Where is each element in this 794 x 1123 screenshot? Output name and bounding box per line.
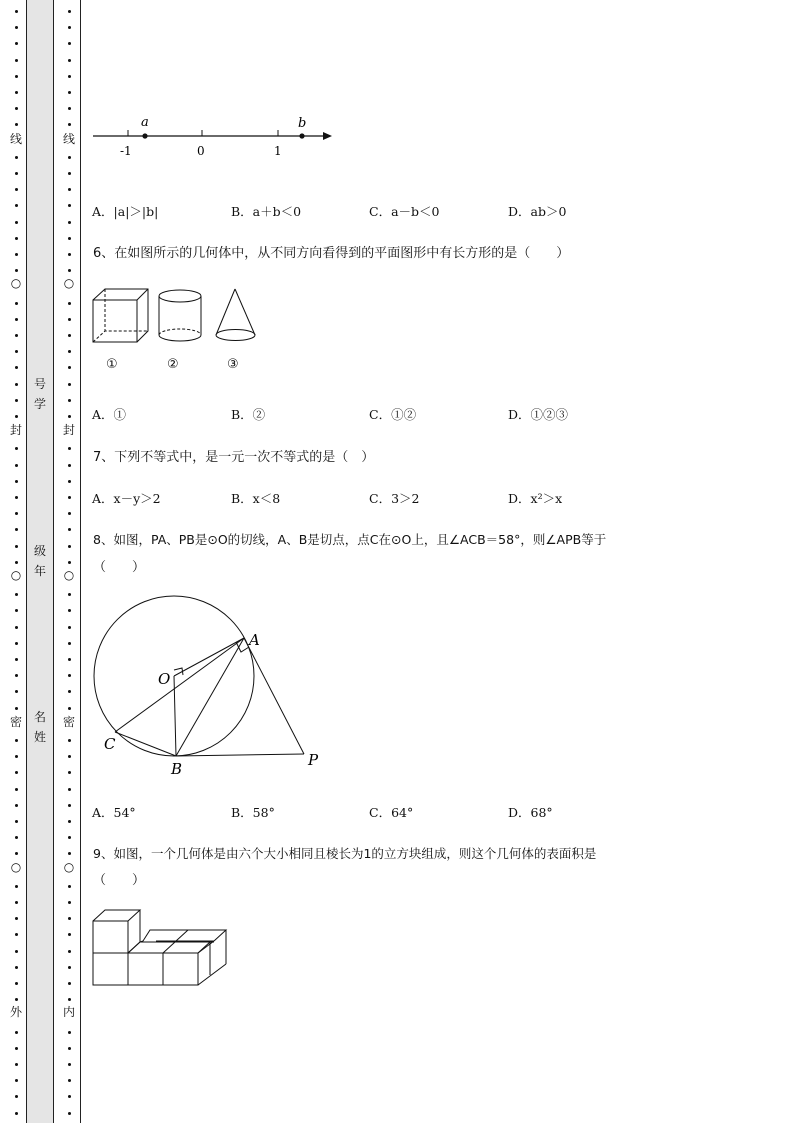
binding-dot: [68, 950, 71, 953]
label-b: b: [298, 116, 307, 131]
binding-dot: [68, 739, 71, 742]
binding-dot: [15, 788, 18, 791]
binding-dot: [15, 690, 18, 693]
outer-circle-mark-3: ○: [10, 860, 22, 874]
field-name-char-1: 名: [33, 710, 46, 724]
binding-dot: [68, 253, 71, 256]
binding-dot: [15, 917, 18, 920]
binding-dot: [68, 172, 71, 175]
binding-dot: [68, 852, 71, 855]
binding-dot: [15, 852, 18, 855]
binding-dot: [15, 447, 18, 450]
inner-dotted-line: [64, 0, 74, 1123]
binding-dot: [15, 366, 18, 369]
binding-dot: [68, 269, 71, 272]
binding-dot: [15, 1079, 18, 1082]
outer-mark-wai: 外: [9, 1005, 22, 1019]
binding-dot: [15, 771, 18, 774]
label-a: a: [141, 115, 149, 130]
point-a: [142, 133, 147, 138]
q6-figure-label-1: ①: [106, 357, 118, 372]
point-label-o: O: [158, 670, 171, 688]
binding-dot: [15, 998, 18, 1001]
binding-dot: [15, 415, 18, 418]
binding-dot: [68, 528, 71, 531]
tick-label-1: 1: [274, 144, 282, 158]
binding-dot: [15, 237, 18, 240]
tangent-pa: [244, 638, 304, 754]
q8-option-b: B．58°: [231, 805, 275, 820]
binding-dot: [15, 545, 18, 548]
binding-dot: [68, 156, 71, 159]
binding-dot: [68, 447, 71, 450]
q7-option-c: C．3＞2: [369, 491, 420, 506]
binding-dot: [15, 221, 18, 224]
binding-dot: [15, 464, 18, 467]
binding-dot: [68, 642, 71, 645]
outer-circle-mark-2: ○: [10, 568, 22, 582]
point-label-b: B: [171, 760, 183, 778]
q8-circle-tangent-figure: [90, 590, 330, 778]
point-label-a: A: [249, 631, 260, 649]
binding-dot: [68, 107, 71, 110]
field-name-char-2: 姓: [33, 730, 46, 744]
q7-text: 7、下列不等式中，是一元一次不等式的是（ ）: [93, 450, 375, 465]
q7-option-d: D．x²＞x: [508, 491, 563, 506]
binding-dot: [68, 545, 71, 548]
binding-dot: [68, 966, 71, 969]
binding-dot: [68, 933, 71, 936]
binding-dot: [15, 334, 18, 337]
binding-dot: [15, 383, 18, 386]
inner-circle-mark-1: ○: [63, 276, 75, 290]
binding-dot: [15, 302, 18, 305]
binding-dot: [68, 1095, 71, 1098]
binding-dot: [68, 674, 71, 677]
binding-dot: [15, 674, 18, 677]
q5-option-d: D．ab＞0: [508, 204, 567, 219]
binding-dot: [15, 642, 18, 645]
binding-dot: [68, 399, 71, 402]
binding-dot: [15, 59, 18, 62]
binding-dot: [68, 820, 71, 823]
field-student-id-char-2: 学: [33, 397, 46, 411]
q9-text-line-1: 9、如图，一个几何体是由六个大小相同且棱长为1的立方块组成，则这个几何体的表面积是: [93, 846, 597, 861]
q7-option-a: A．x－y＞2: [92, 491, 161, 506]
binding-dot: [15, 399, 18, 402]
q6-solids-figure: [90, 287, 270, 347]
inner-mark-mi: 密: [62, 715, 75, 729]
binding-dot: [15, 982, 18, 985]
binding-dot: [68, 383, 71, 386]
binding-dot: [15, 512, 18, 515]
inner-mark-nei: 内: [62, 1005, 75, 1019]
chord-ab: [176, 638, 244, 756]
binding-dot: [15, 350, 18, 353]
inner-circle-mark-2: ○: [63, 568, 75, 582]
outer-mark-feng: 封: [9, 423, 22, 437]
binding-dot: [15, 593, 18, 596]
binding-dot: [68, 788, 71, 791]
binding-dot: [15, 496, 18, 499]
q6-option-c: C．①②: [369, 407, 417, 422]
outer-circle-mark-1: ○: [10, 276, 22, 290]
q9-text-line-2: （ ）: [93, 873, 146, 888]
binding-dot: [68, 658, 71, 661]
binding-dot: [68, 350, 71, 353]
field-student-id-char-1: 号: [33, 377, 46, 391]
binding-dot: [68, 334, 71, 337]
q5-option-b: B．a＋b＜0: [231, 204, 302, 219]
binding-dot: [68, 75, 71, 78]
binding-dot: [15, 42, 18, 45]
binding-dot: [15, 836, 18, 839]
binding-dot: [68, 755, 71, 758]
binding-dot: [68, 480, 71, 483]
binding-dot: [68, 512, 71, 515]
binding-line-left: [26, 0, 27, 1123]
binding-dot: [15, 1063, 18, 1066]
binding-dot: [15, 75, 18, 78]
binding-dot: [68, 917, 71, 920]
binding-dot: [15, 269, 18, 272]
binding-dot: [68, 10, 71, 13]
q6-figure-label-2: ②: [167, 357, 179, 372]
binding-dot: [15, 204, 18, 207]
binding-dot: [68, 1079, 71, 1082]
q6-figure-label-3: ③: [227, 357, 239, 372]
binding-dot: [68, 982, 71, 985]
binding-dot: [68, 42, 71, 45]
cylinder-solid: [159, 290, 201, 341]
binding-dot: [15, 820, 18, 823]
binding-dot: [68, 771, 71, 774]
binding-line-middle: [53, 0, 54, 1123]
binding-dot: [15, 561, 18, 564]
field-grade-char-2: 年: [33, 564, 46, 578]
cone-solid: [216, 289, 255, 341]
binding-dot: [15, 1095, 18, 1098]
binding-dot: [15, 188, 18, 191]
binding-dot: [68, 204, 71, 207]
q8-option-a: A．54°: [92, 805, 136, 820]
binding-dot: [68, 626, 71, 629]
binding-dot: [68, 123, 71, 126]
binding-dot: [68, 836, 71, 839]
binding-dot: [68, 998, 71, 1001]
point-label-p: P: [308, 751, 319, 769]
binding-dot: [68, 1112, 71, 1115]
binding-dot: [15, 172, 18, 175]
outer-mark-mi: 密: [9, 715, 22, 729]
outer-mark-xian: 线: [9, 132, 22, 146]
point-b: [299, 133, 304, 138]
inner-mark-xian: 线: [62, 132, 75, 146]
binding-dot: [68, 318, 71, 321]
binding-dot: [68, 593, 71, 596]
q8-text-line-1: 8、如图，PA、PB是⊙O的切线，A、B是切点，点C在⊙O上，且∠ACB＝58°，则∠APB等于: [93, 532, 607, 547]
binding-dot: [15, 933, 18, 936]
binding-dot: [68, 188, 71, 191]
binding-dot: [68, 1047, 71, 1050]
q6-option-d: D．①②③: [508, 407, 569, 422]
tangent-pb: [176, 754, 304, 756]
binding-dot: [15, 707, 18, 710]
binding-dot: [15, 609, 18, 612]
q6-option-a: A．①: [92, 407, 127, 422]
binding-dot: [68, 464, 71, 467]
binding-dot: [15, 480, 18, 483]
binding-dot: [15, 123, 18, 126]
point-label-c: C: [104, 735, 116, 753]
binding-dot: [68, 885, 71, 888]
binding-dot: [68, 690, 71, 693]
field-grade-char-1: 级: [33, 544, 46, 558]
q5-option-a: A．|a|＞|b|: [92, 204, 159, 219]
binding-dot: [15, 966, 18, 969]
q6-text: 6、在如图所示的几何体中，从不同方向看得到的平面图形中有长方形的是（ ）: [93, 246, 570, 261]
chord-cb: [115, 732, 176, 756]
binding-dot: [15, 1047, 18, 1050]
binding-strip: [26, 0, 53, 1123]
binding-dot: [15, 885, 18, 888]
binding-dot: [15, 26, 18, 29]
tick-label-0: 0: [197, 144, 205, 158]
binding-dot: [68, 415, 71, 418]
binding-dot: [15, 1031, 18, 1034]
binding-dot: [15, 739, 18, 742]
binding-dot: [15, 950, 18, 953]
binding-dot: [68, 707, 71, 710]
q8-option-c: C．64°: [369, 805, 414, 820]
binding-dot: [68, 26, 71, 29]
binding-dot: [68, 221, 71, 224]
binding-dot: [68, 901, 71, 904]
binding-dot: [15, 626, 18, 629]
binding-dot: [68, 91, 71, 94]
binding-dot: [68, 59, 71, 62]
chord-ca: [115, 638, 244, 732]
cube-solid: [93, 289, 148, 342]
q6-option-b: B．②: [231, 407, 266, 422]
q8-option-d: D．68°: [508, 805, 553, 820]
binding-dot: [15, 1112, 18, 1115]
binding-dot: [68, 804, 71, 807]
binding-dot: [15, 156, 18, 159]
tick-label-minus-1: -1: [120, 144, 132, 158]
binding-dot: [15, 528, 18, 531]
inner-mark-feng: 封: [62, 423, 75, 437]
binding-dot: [68, 237, 71, 240]
binding-dot: [15, 253, 18, 256]
binding-line-right: [80, 0, 81, 1123]
inner-circle-mark-3: ○: [63, 860, 75, 874]
binding-dot: [68, 302, 71, 305]
q8-text-line-2: （ ）: [93, 560, 146, 575]
number-line-figure: [90, 112, 340, 164]
binding-dot: [68, 561, 71, 564]
binding-dot: [68, 1063, 71, 1066]
binding-dot: [15, 755, 18, 758]
binding-dot: [68, 1031, 71, 1034]
q9-cubes-figure: [90, 906, 235, 990]
binding-dot: [68, 609, 71, 612]
q5-option-c: C．a－b＜0: [369, 204, 440, 219]
binding-dot: [15, 107, 18, 110]
binding-dot: [68, 366, 71, 369]
binding-dot: [15, 804, 18, 807]
binding-dot: [15, 91, 18, 94]
binding-dot: [68, 496, 71, 499]
outer-dotted-line: [11, 0, 21, 1123]
q7-option-b: B．x＜8: [231, 491, 281, 506]
binding-dot: [15, 658, 18, 661]
binding-dot: [15, 318, 18, 321]
binding-dot: [15, 10, 18, 13]
binding-dot: [15, 901, 18, 904]
